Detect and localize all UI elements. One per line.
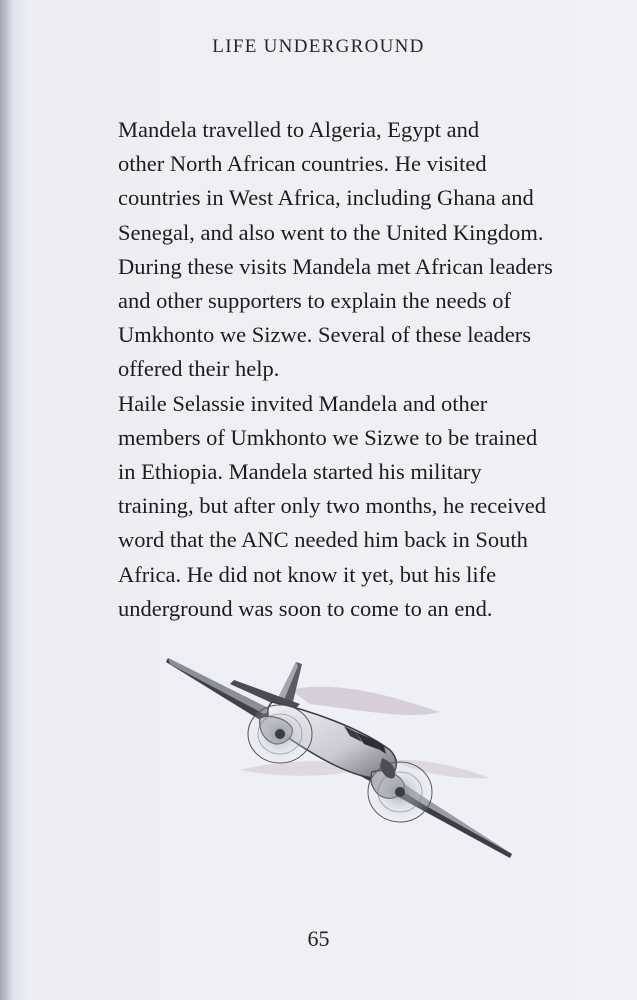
text-line: underground was soon to come to an end. (118, 595, 493, 621)
text-line: countries in West Africa, including Ghana and (118, 185, 534, 211)
text-line: members of Umkhonto we Sizwe to be trained (118, 424, 538, 450)
gutter-shadow (0, 0, 14, 1000)
text-line: and other supporters to explain the needs of (118, 288, 512, 314)
text-line: Senegal, and also went to the United Kingdom. (118, 219, 544, 245)
text-line: Umkhonto we Sizwe. Several of these leaders (118, 322, 531, 348)
page-number: 65 (307, 926, 330, 951)
text-line: training, but after only two months, he received (118, 493, 547, 519)
text-line: Africa. He did not know it yet, but his life (118, 561, 497, 587)
text-line: other North African countries. He visited (118, 151, 487, 177)
paragraph-2 (78, 387, 598, 626)
text-line: During these visits Mandela met African leaders (118, 253, 553, 279)
paragraph-1 (78, 113, 598, 387)
twin-engine-airplane-icon (160, 640, 520, 860)
body-text (78, 113, 598, 626)
running-head: LIFE UNDERGROUND (212, 36, 425, 57)
text-line: offered their help. (118, 356, 280, 382)
text-line: Mandela travelled to Algeria, Egypt and (118, 117, 480, 142)
text-line: in Ethiopia. Mandela started his military (118, 459, 482, 485)
text-line: word that the ANC needed him back in South (118, 527, 528, 553)
text-line: Haile Selassie invited Mandela and other (118, 390, 488, 416)
